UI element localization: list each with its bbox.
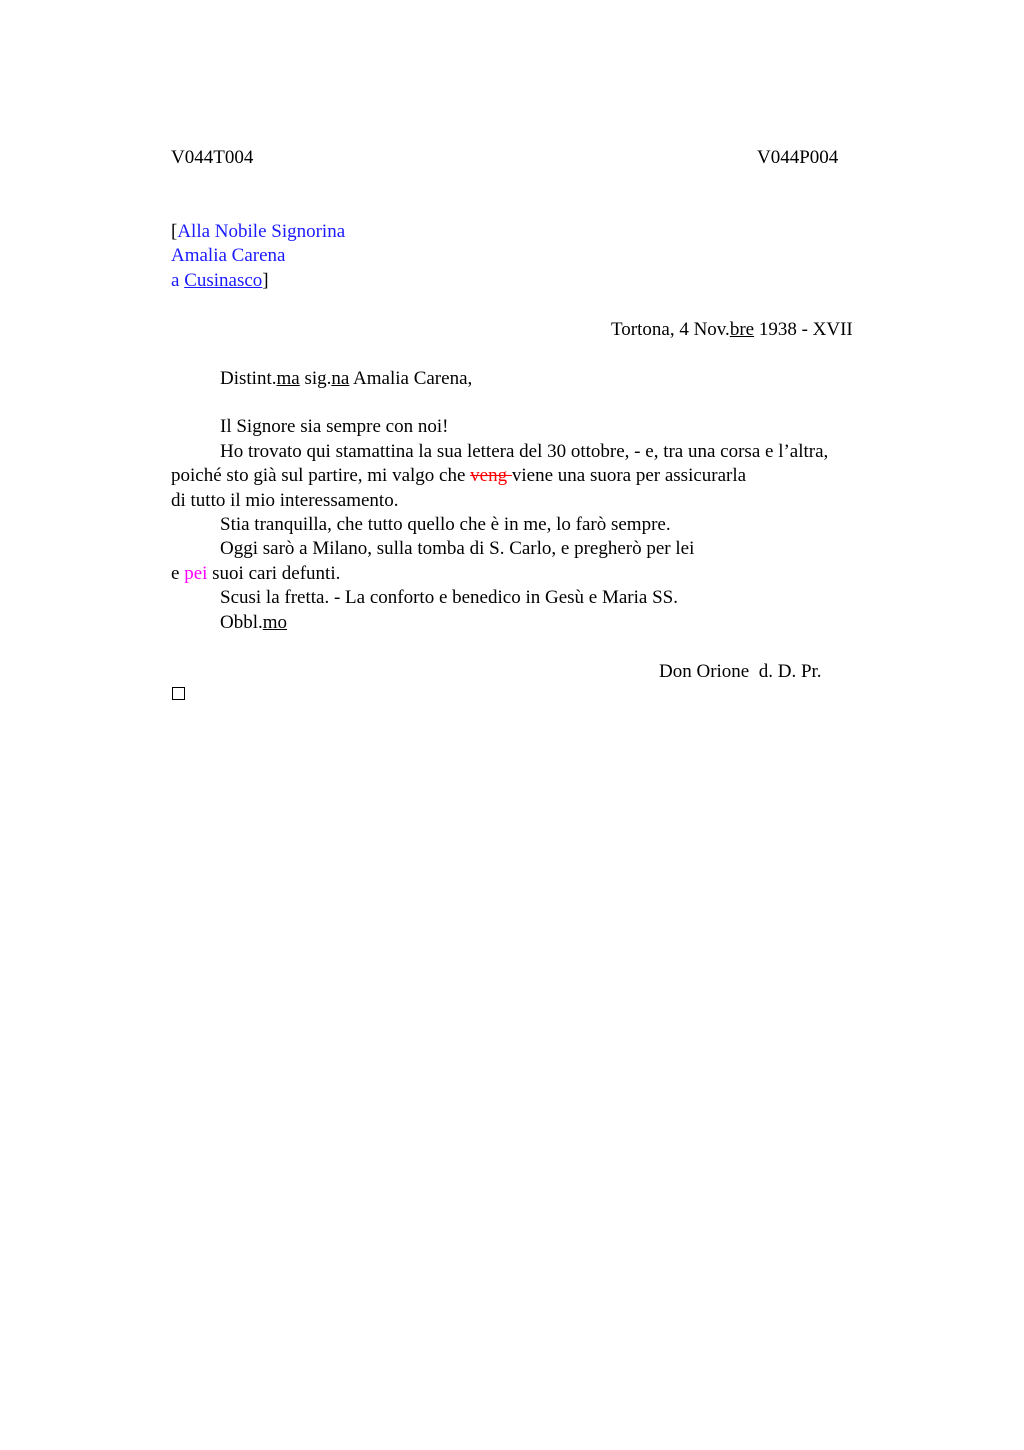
body-line-9	[220, 611, 287, 635]
address-prefix: a	[171, 270, 185, 291]
highlighted-word: pei	[184, 563, 208, 584]
dateline-text: Tortona, 4 Nov.	[611, 319, 730, 340]
body-line-4: di tutto il mio interessamento.	[171, 490, 399, 511]
closing-abbrev-text: Obbl.	[220, 612, 263, 633]
header-right-code: V044P004	[757, 147, 839, 168]
header-left-code: V044T004	[171, 147, 254, 168]
checkbox-icon	[172, 687, 185, 700]
address-line-2: Amalia Carena	[171, 245, 286, 266]
closing-abbrev-sup: mo	[262, 612, 288, 633]
body-line-8: Scusi la fretta. - La conforto e benedico in Gesù e Maria SS.	[220, 587, 678, 608]
open-bracket: [	[171, 221, 178, 242]
salutation-abbrev-2: na	[331, 368, 350, 389]
body-line-7-after: suoi cari defunti.	[207, 563, 341, 584]
signature: Don Orione d. D. Pr.	[659, 661, 822, 682]
close-bracket: ]	[262, 270, 269, 291]
deleted-word: veng	[470, 465, 512, 486]
body-line-5: Stia tranquilla, che tutto quello che è in me, lo farò sempre.	[220, 514, 671, 535]
address-line-1	[171, 220, 345, 244]
address-line-3	[171, 269, 269, 293]
body-line-3	[171, 464, 746, 488]
dateline	[611, 318, 853, 342]
salutation-abbrev-1: ma	[276, 368, 300, 389]
salutation	[220, 367, 472, 391]
body-line-7	[171, 562, 340, 586]
body-line-2: Ho trovato qui stamattina la sua lettera del 30 ottobre, - e, tra una corsa e l’altra,	[220, 441, 829, 462]
dateline-year: 1938 - XVII	[754, 319, 853, 340]
body-line-3-after: viene una suora per assicurarla	[511, 465, 747, 486]
body-line-3-before: poiché sto già sul partire, mi valgo che	[171, 465, 471, 486]
body-line-1: Il Signore sia sempre con noi!	[220, 416, 449, 437]
dateline-abbrev: bre	[729, 319, 755, 340]
address-recipient-title: Alla Nobile Signorina	[177, 221, 346, 242]
body-line-7-before: e	[171, 563, 185, 584]
address-place: Cusinasco	[184, 270, 263, 291]
salutation-part-1: Distint.	[220, 368, 277, 389]
salutation-part-3: Amalia Carena,	[349, 368, 473, 389]
salutation-part-2: sig.	[299, 368, 332, 389]
body-line-6: Oggi sarò a Milano, sulla tomba di S. Carlo, e pregherò per lei	[220, 538, 695, 559]
